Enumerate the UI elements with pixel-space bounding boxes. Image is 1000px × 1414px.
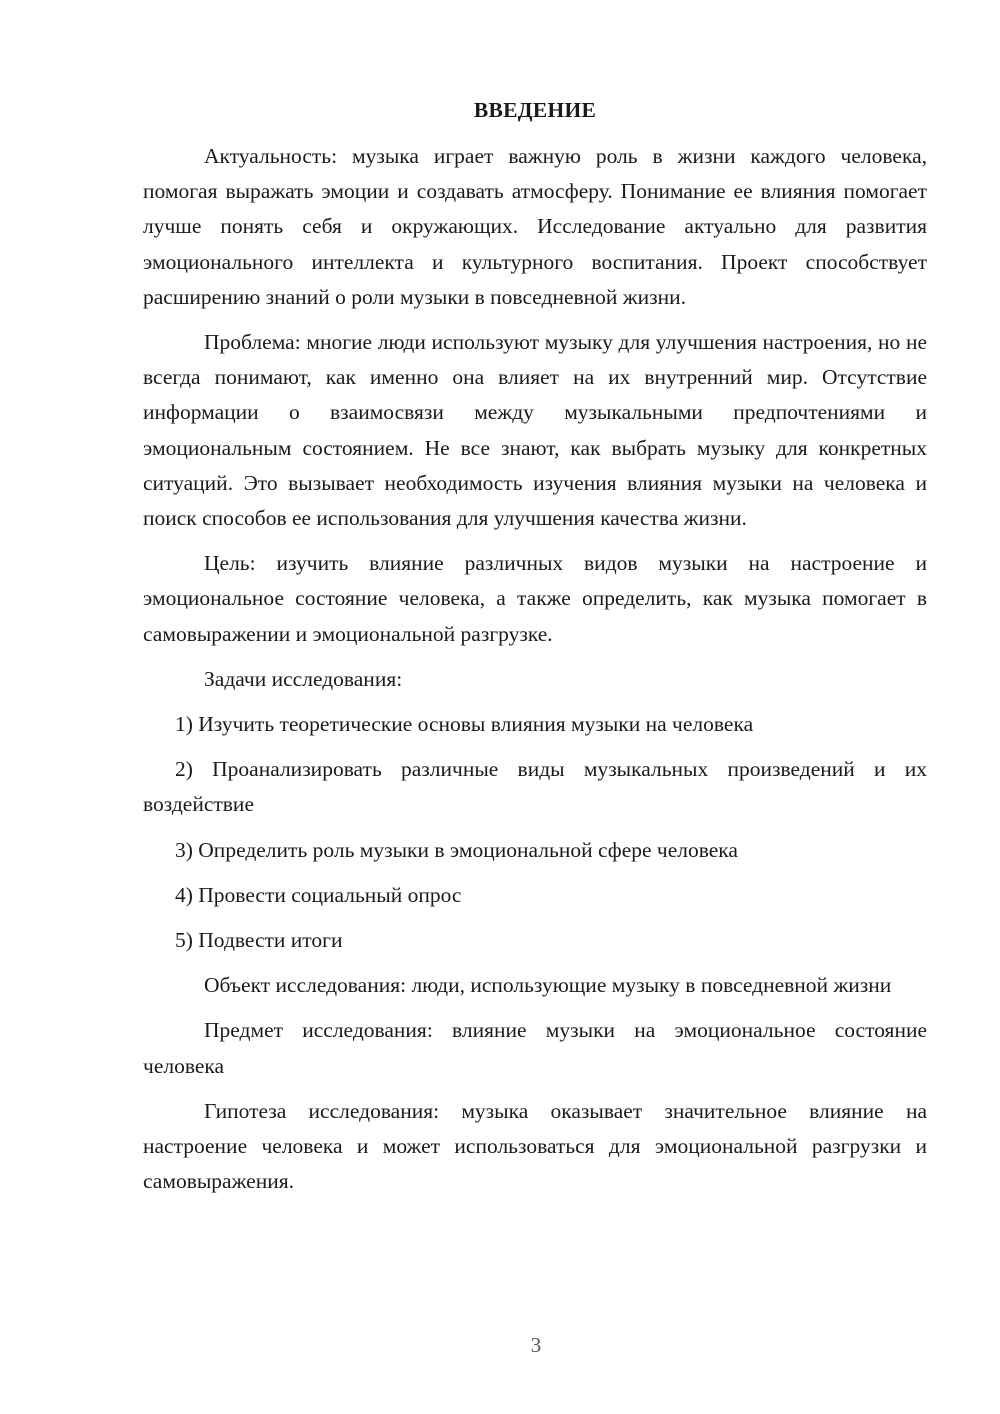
task-item-4: 4) Провести социальный опрос xyxy=(175,882,462,907)
hypothesis-paragraph: Гипотеза исследования: музыка оказывает значительное влияние на настроение человека и может использоваться для эмоциональной разгрузки и самовыражения. xyxy=(143,1098,927,1194)
document-page xyxy=(143,96,927,1209)
tasks-heading: Задачи исследования: xyxy=(204,666,403,691)
object-paragraph: Объект исследования: люди, использующие музыку в повседневной жизни xyxy=(204,973,892,998)
goal-paragraph: Цель: изучить влияние различных видов музыки на настроение и эмоциональное состояние человека, а также определить, как музыка помогает в самовыражении и эмоциональной разгрузке. xyxy=(143,551,927,646)
task-item-3: 3) Определить роль музыки в эмоциональной сфере человека xyxy=(175,837,738,862)
subject-paragraph: Предмет исследования: влияние музыки на эмоциональное состояние человека xyxy=(143,1018,927,1078)
task-item-2: 2) Проанализировать различные виды музыкальных произведений и их воздействие xyxy=(143,757,927,817)
task-item-5: 5) Подвести итоги xyxy=(175,928,343,953)
task-item-1: 1) Изучить теоретические основы влияния музыки на человека xyxy=(175,712,754,737)
page-title: ВВЕДЕНИЕ xyxy=(473,98,597,122)
problem-paragraph: Проблема: многие люди используют музыку для улучшения настроения, но не всегда понимают, как именно она влияет на их внутренний мир. Отсутствие информации о взаимосвязи между музыкальными предпочтениями и эмоциональным состоянием. Не все знают, как выбрать музыку для конкретных ситуаций. Это вызывает необходимость изучения влияния музыки на человека и поиск способов ее использования для улучшения качества жизни. xyxy=(143,330,927,531)
relevance-paragraph: Актуальность: музыка играет важную роль в жизни каждого человека, помогая выражать эмоции и создавать атмосферу. Понимание ее влияния помогает лучше понять себя и окружающих. Исследование актуально для развития эмоционального интеллекта и культурного воспитания. Проект способствует расширению знаний о роли музыки в повседневной жизни. xyxy=(143,144,927,309)
page-number: 3 xyxy=(530,1333,542,1357)
